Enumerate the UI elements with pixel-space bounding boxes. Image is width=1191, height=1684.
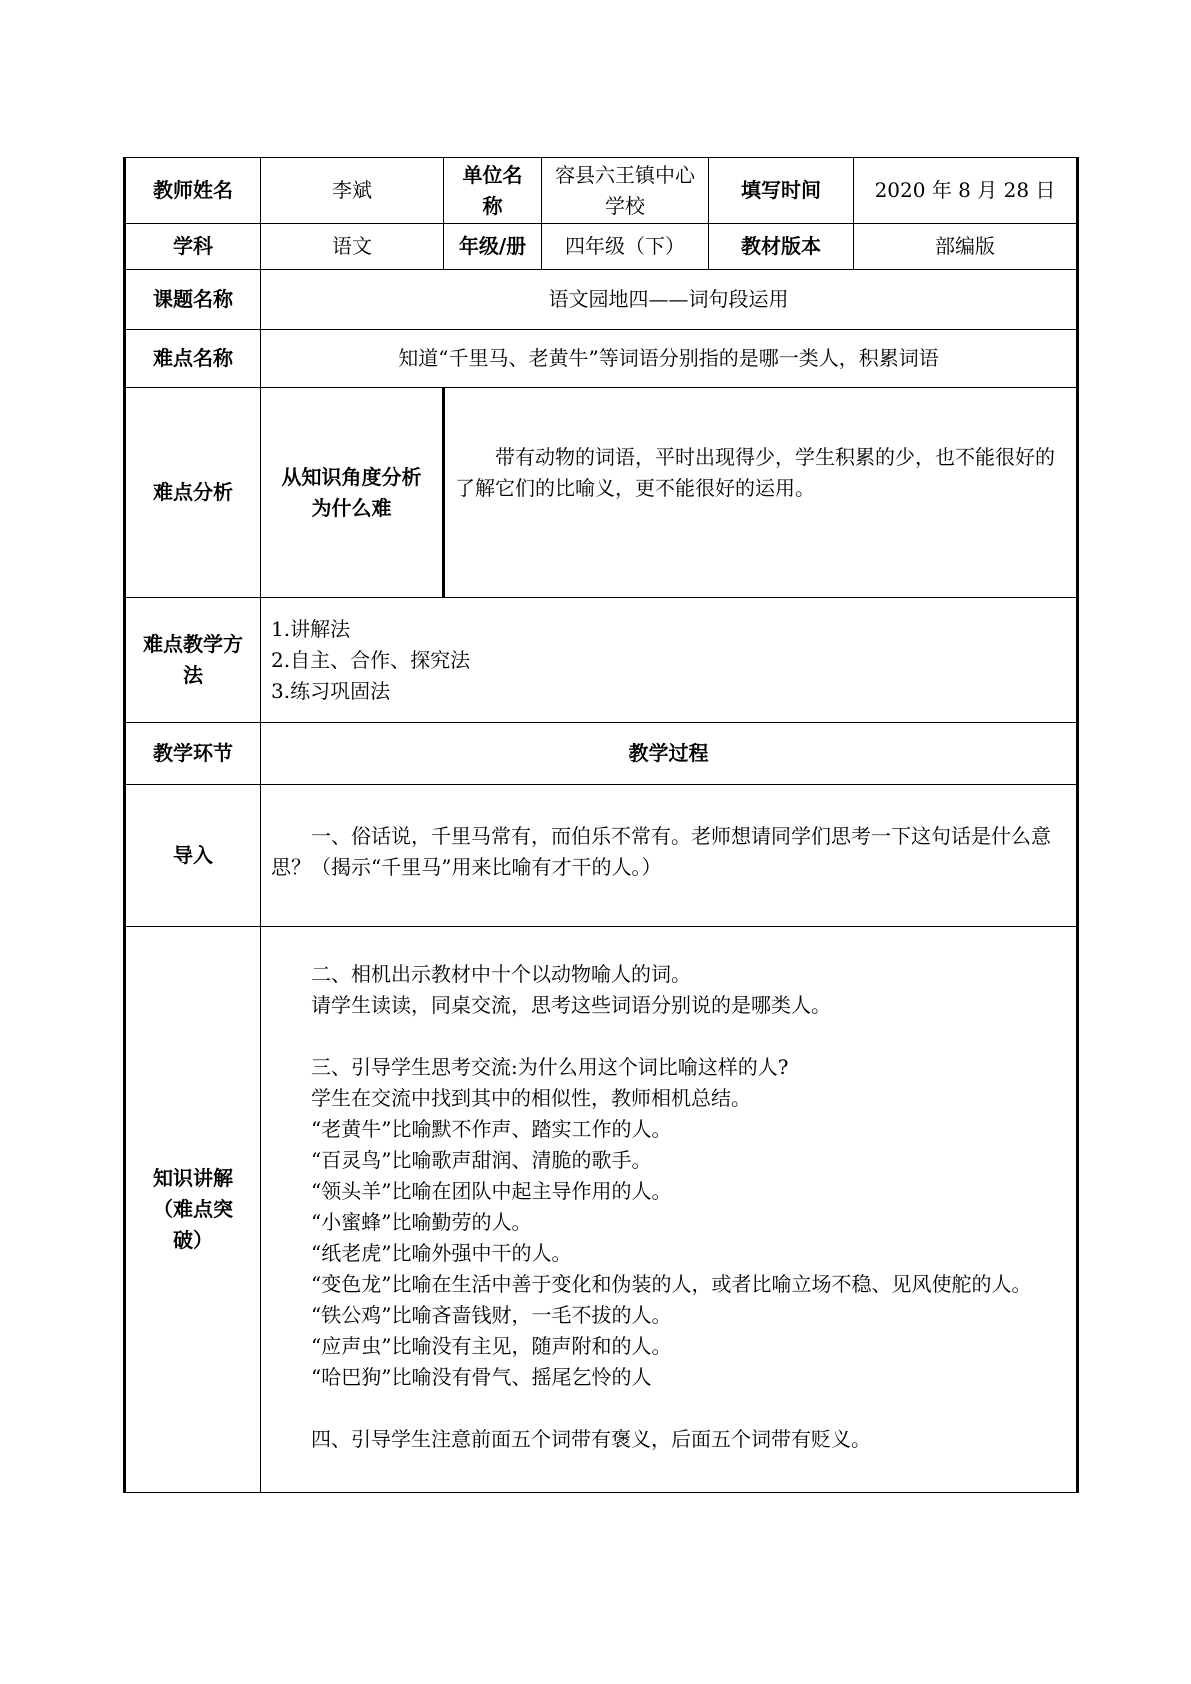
topic-label: 课题名称 xyxy=(125,270,261,330)
intro-label: 导入 xyxy=(125,785,261,927)
date-label: 填写时间 xyxy=(709,158,854,224)
row-methods xyxy=(125,598,1078,723)
explain-p4: 学生在交流中找到其中的相似性，教师相机总结。 xyxy=(311,1086,751,1110)
row-explain xyxy=(125,927,1078,1493)
explain-p3: 三、引导学生思考交流:为什么用这个词比喻这样的人? xyxy=(311,1055,789,1079)
teacher-value: 李斌 xyxy=(261,158,444,224)
analysis-text-cell xyxy=(444,388,1078,598)
row-process-header xyxy=(125,723,1078,785)
date-value: 2020 年 8 月 28 日 xyxy=(854,158,1078,224)
explain-p1: 二、相机出示教材中十个以动物喻人的词。 xyxy=(311,962,691,986)
analysis-sublabel: 从知识角度分析为什么难 xyxy=(261,388,444,598)
blank-line xyxy=(271,1393,1066,1424)
method-item-2: 2.自主、合作、探究法 xyxy=(271,647,471,672)
edition-value: 部编版 xyxy=(854,224,1078,270)
intro-text: 一、俗话说，千里马常有，而伯乐不常有。老师想请同学们思考一下这句话是什么意思？（揭示“千里马”用来比喻有才干的人。） xyxy=(271,823,1051,879)
row-difficulty xyxy=(125,330,1078,388)
analysis-label: 难点分析 xyxy=(125,388,261,598)
analysis-text: 带有动物的词语，平时出现得少，学生积累的少，也不能很好的了解它们的比喻义，更不能很好的运用。 xyxy=(455,444,1055,500)
row-analysis xyxy=(125,388,1078,598)
explain-cell xyxy=(261,927,1078,1493)
row-teacher-info xyxy=(125,158,1078,224)
word-item: “百灵鸟”比喻歌声甜润、清脆的歌手。 xyxy=(311,1148,652,1172)
unit-value: 容县六王镇中心学校 xyxy=(542,158,709,224)
edition-label: 教材版本 xyxy=(709,224,854,270)
row-topic xyxy=(125,270,1078,330)
process-label: 教学过程 xyxy=(261,723,1078,785)
unit-label: 单位名称 xyxy=(444,158,542,224)
methods-cell xyxy=(261,598,1078,723)
process-stage-label: 教学环节 xyxy=(125,723,261,785)
word-item: “变色龙”比喻在生活中善于变化和伪装的人，或者比喻立场不稳、见风使舵的人。 xyxy=(311,1272,1032,1296)
row-subject-info xyxy=(125,224,1078,270)
difficulty-value: 知道“千里马、老黄牛”等词语分别指的是哪一类人，积累词语 xyxy=(261,330,1078,388)
lesson-plan-table xyxy=(123,157,1079,1493)
method-item-1: 1.讲解法 xyxy=(271,616,351,641)
row-intro xyxy=(125,785,1078,927)
difficulty-label: 难点名称 xyxy=(125,330,261,388)
grade-value: 四年级（下） xyxy=(542,224,709,270)
word-item: “铁公鸡”比喻吝啬钱财，一毛不拔的人。 xyxy=(311,1303,672,1327)
intro-cell xyxy=(261,785,1078,927)
word-item: “老黄牛”比喻默不作声、踏实工作的人。 xyxy=(311,1117,672,1141)
word-item: “哈巴狗”比喻没有骨气、摇尾乞怜的人 xyxy=(311,1365,652,1389)
explain-p2: 请学生读读，同桌交流，思考这些词语分别说的是哪类人。 xyxy=(311,993,831,1017)
word-item: “领头羊”比喻在团队中起主导作用的人。 xyxy=(311,1179,672,1203)
explain-label: 知识讲解（难点突破） xyxy=(125,927,261,1493)
explain-p5: 四、引导学生注意前面五个词带有褒义，后面五个词带有贬义。 xyxy=(311,1427,871,1451)
teacher-label: 教师姓名 xyxy=(125,158,261,224)
topic-value: 语文园地四——词句段运用 xyxy=(261,270,1078,330)
word-item: “小蜜蜂”比喻勤劳的人。 xyxy=(311,1210,532,1234)
subject-label: 学科 xyxy=(125,224,261,270)
methods-label: 难点教学方法 xyxy=(125,598,261,723)
blank-line xyxy=(271,1021,1066,1052)
subject-value: 语文 xyxy=(261,224,444,270)
method-item-3: 3.练习巩固法 xyxy=(271,678,391,703)
grade-label: 年级/册 xyxy=(444,224,542,270)
word-item: “纸老虎”比喻外强中干的人。 xyxy=(311,1241,572,1265)
word-item: “应声虫”比喻没有主见，随声附和的人。 xyxy=(311,1334,672,1358)
